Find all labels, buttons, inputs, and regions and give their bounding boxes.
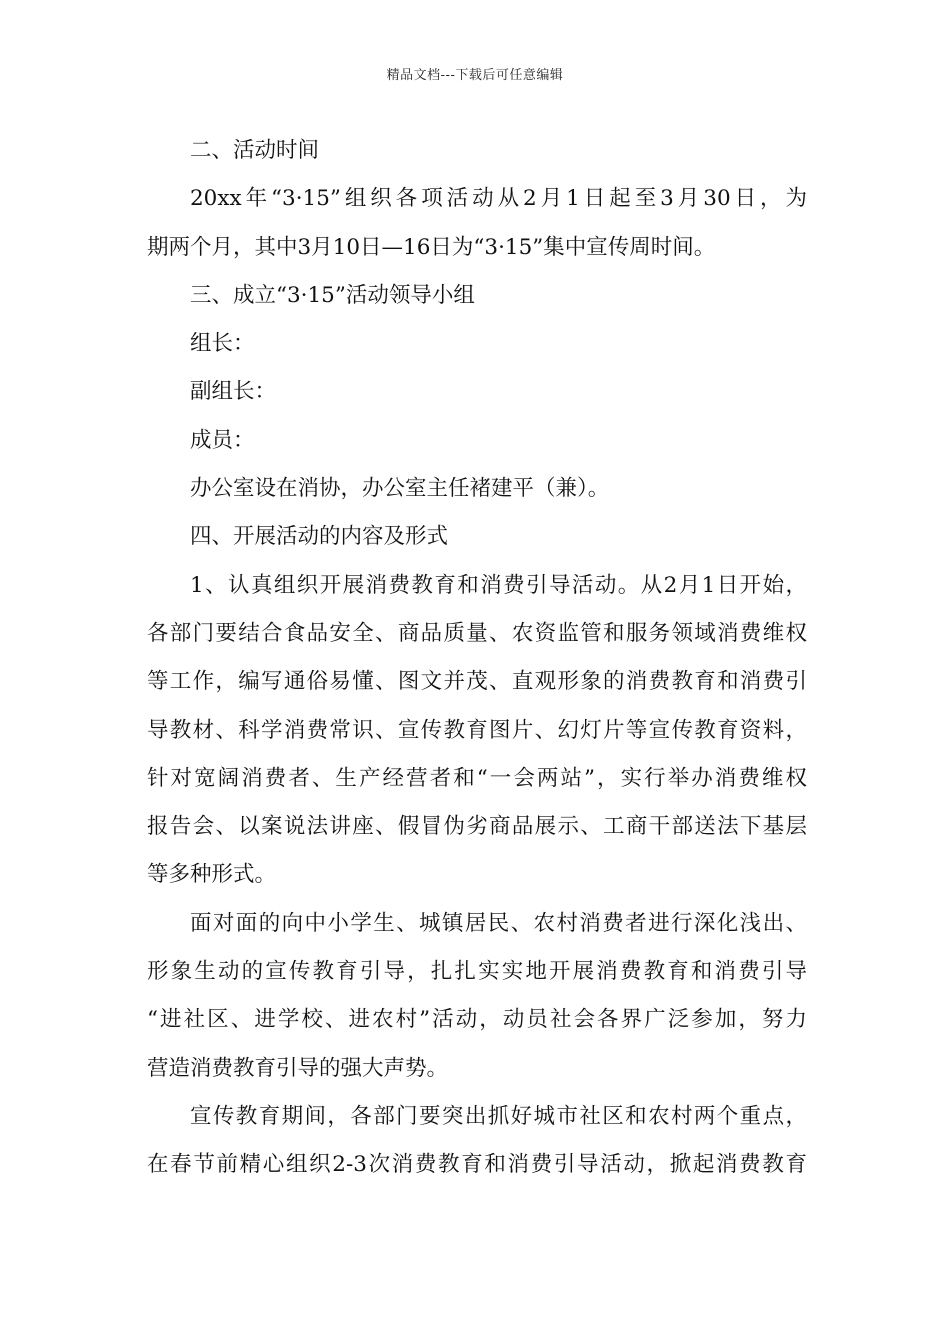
text-line: 各部门要结合食品安全、商品质量、农资监管和服务领域消费维权 [147, 620, 807, 646]
text-line: 针对宽阔消费者、生产经营者和“一会两站”，实行举办消费维权 [147, 765, 807, 791]
text-line: 等多种形式。 [147, 862, 277, 888]
text-line: 营造消费教育引导的强大声势。 [147, 1055, 449, 1081]
text-line: 在春节前精心组织2-3次消费教育和消费引导活动，掀起消费教育 [147, 1152, 807, 1178]
page-header: 精品文档---下载后可任意编辑 [386, 68, 564, 83]
text-line: 1、认真组织开展消费教育和消费引导活动。从2月1日开始， [190, 572, 807, 598]
text-line: 报告会、以案说法讲座、假冒伪劣商品展示、工商干部送法下基层 [147, 814, 807, 840]
text-line: 副组长： [190, 379, 277, 405]
text-line: 宣传教育期间，各部门要突出抓好城市社区和农村两个重点， [190, 1103, 807, 1129]
document-body [147, 127, 807, 1190]
text-line: 二、活动时间 [190, 138, 320, 163]
text-line: 期两个月，其中3月10日—16日为“3·15”集中宣传周时间。 [147, 234, 716, 260]
text-line: “进社区、进学校、进农村”活动，动员社会各界广泛参加，努力 [147, 1007, 807, 1033]
text-line: 办公室设在消协，办公室主任褚建平（兼）。 [190, 476, 610, 502]
text-line: 等工作，编写通俗易懂、图文并茂、直观形象的消费教育和消费引 [147, 669, 807, 695]
text-line: 20xx年“3·15”组织各项活动从2月1日起至3月30日，为 [190, 186, 807, 212]
text-line: 形象生动的宣传教育引导，扎扎实实地开展消费教育和消费引导 [147, 959, 807, 985]
text-line: 三、成立“3·15”活动领导小组 [190, 282, 475, 308]
text-line: 四、开展活动的内容及形式 [190, 524, 449, 550]
text-line: 面对面的向中小学生、城镇居民、农村消费者进行深化浅出、 [190, 910, 807, 936]
text-line: 成员： [190, 427, 255, 453]
text-line: 导教材、科学消费常识、宣传教育图片、幻灯片等宣传教育资料， [147, 717, 807, 743]
text-line: 组长： [190, 331, 255, 357]
